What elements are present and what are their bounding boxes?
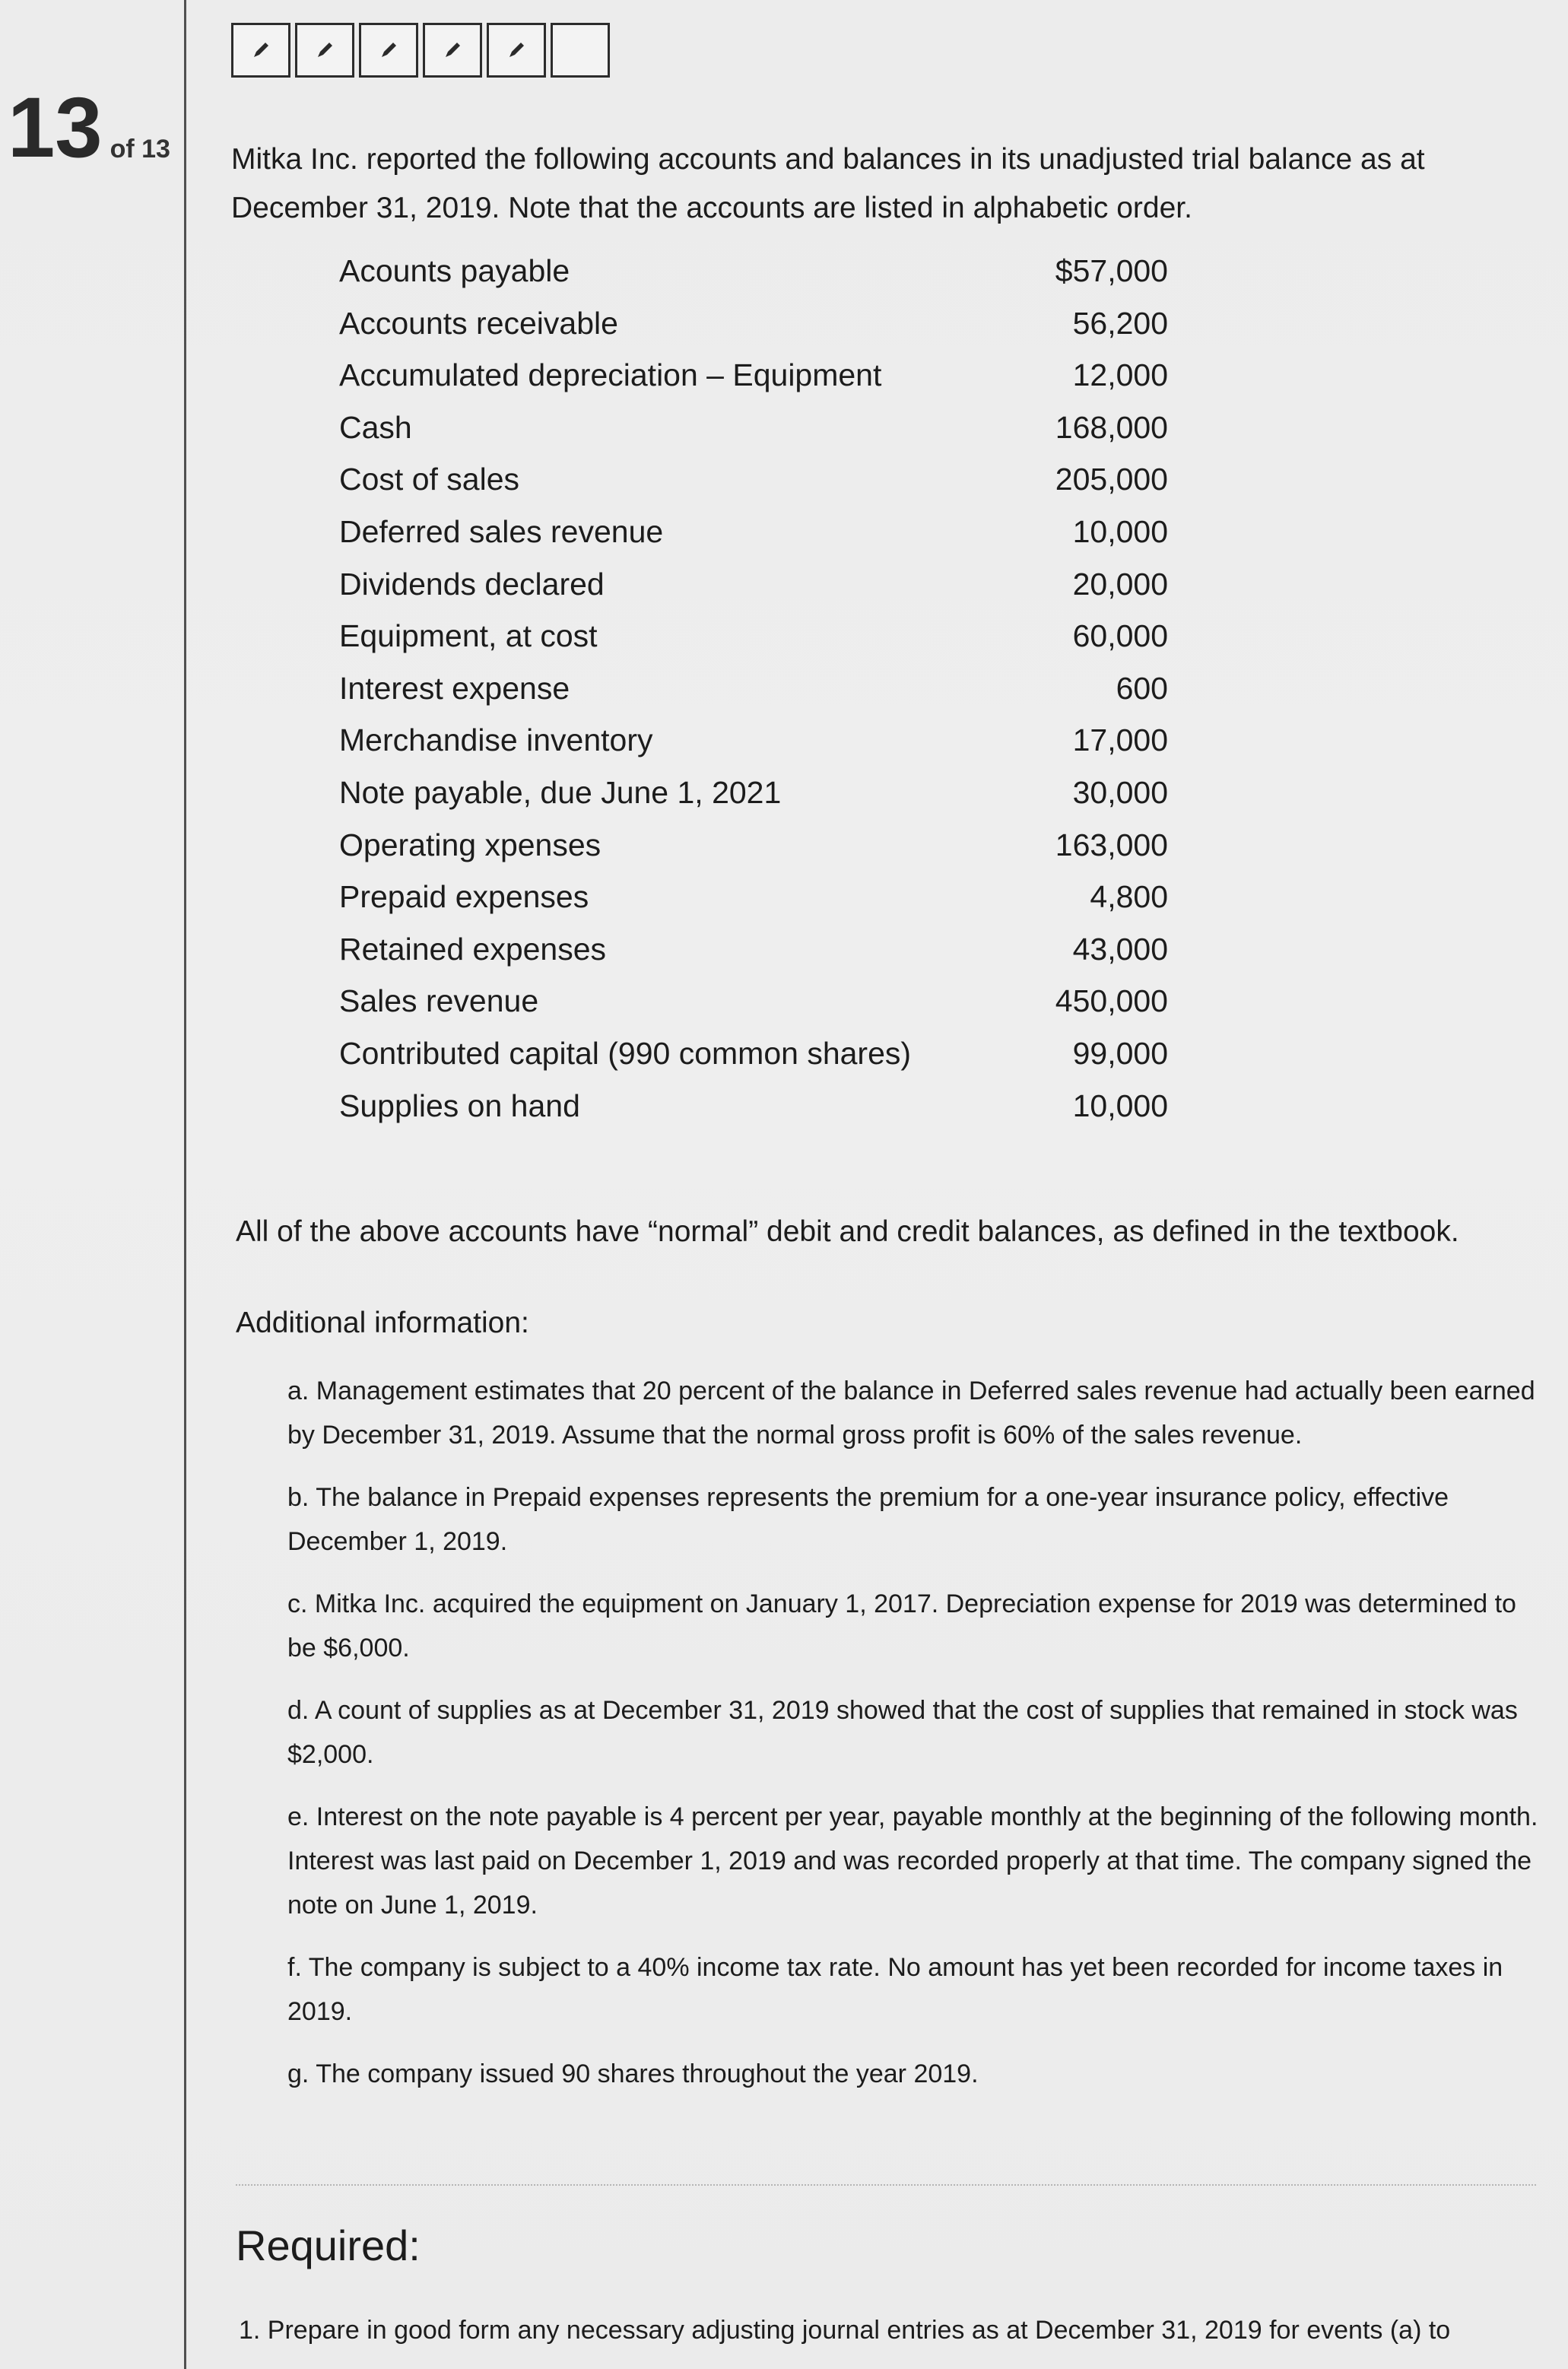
question-number xyxy=(8,80,170,175)
account-amount: 43,000 xyxy=(1072,931,1168,967)
account-name: Operating xpenses xyxy=(339,827,601,862)
account-amount: 600 xyxy=(1116,670,1168,706)
account-amount: 99,000 xyxy=(1072,1035,1168,1071)
account-row xyxy=(339,819,1168,872)
additional-info-item: g. The company issued 90 shares throughout the year 2019. xyxy=(287,2059,979,2088)
account-amount: 450,000 xyxy=(1055,983,1168,1019)
account-amount: 56,200 xyxy=(1072,305,1168,341)
account-row xyxy=(339,767,1168,819)
account-name: Acounts payable xyxy=(339,253,570,288)
account-name: Interest expense xyxy=(339,670,570,706)
required-list xyxy=(239,2308,1547,2352)
pencil-icon xyxy=(313,39,336,62)
account-row xyxy=(339,506,1168,558)
account-row xyxy=(339,662,1168,715)
trial-balance-list xyxy=(339,245,1168,1132)
pencil-icon xyxy=(249,39,272,62)
account-name: Contributed capital (990 common shares) xyxy=(339,1035,912,1071)
account-amount: 20,000 xyxy=(1072,566,1168,602)
progress-box xyxy=(359,23,418,78)
account-amount: 30,000 xyxy=(1072,774,1168,810)
progress-box xyxy=(231,23,290,78)
account-row xyxy=(339,871,1168,923)
account-name: Dividends declared xyxy=(339,566,605,602)
account-amount: 4,800 xyxy=(1090,879,1168,915)
normal-balances-note: All of the above accounts have “normal” debit and credit balances, as defined in the textbook. xyxy=(236,1215,1459,1248)
account-amount: 10,000 xyxy=(1072,513,1168,549)
progress-box xyxy=(295,23,354,78)
account-amount: 205,000 xyxy=(1055,462,1168,497)
account-name: Accumulated depreciation – Equipment xyxy=(339,357,882,393)
account-row xyxy=(339,297,1168,350)
question-number-value: 13 xyxy=(8,80,103,175)
additional-info-item: b. The balance in Prepaid expenses represents the premium for a one-year insurance policy, effective December 1, 2019. xyxy=(287,1483,1449,1556)
account-row xyxy=(339,1027,1168,1080)
account-row xyxy=(339,402,1168,454)
account-amount: 163,000 xyxy=(1055,827,1168,862)
question-intro: Mitka Inc. reported the following accounts and balances in its unadjusted trial balance as at December 31, 2019. Note that the accounts are listed in alphabetic order. xyxy=(231,143,1425,224)
account-row xyxy=(339,558,1168,611)
progress-box xyxy=(423,23,482,78)
additional-info-heading: Additional information: xyxy=(236,1307,529,1339)
progress-boxes xyxy=(231,23,614,78)
account-name: Merchandise inventory xyxy=(339,722,653,758)
account-row xyxy=(339,1080,1168,1132)
progress-box xyxy=(551,23,610,78)
account-name: Cash xyxy=(339,409,412,445)
section-divider xyxy=(236,2184,1536,2186)
account-row xyxy=(339,714,1168,767)
account-name: Retained expenses xyxy=(339,931,607,967)
account-row xyxy=(339,975,1168,1027)
account-name: Note payable, due June 1, 2021 xyxy=(339,774,782,810)
question-total: of 13 xyxy=(110,135,170,164)
additional-info-item: e. Interest on the note payable is 4 percent per year, payable monthly at the beginning of the following month. Interest was last paid on December 1, 2019 and was recorded properly at that time. The company signed the note on June 1, 2019. xyxy=(287,1802,1538,1920)
additional-info-item: d. A count of supplies as at December 31, 2019 showed that the cost of supplies that remained in stock was $2,000. xyxy=(287,1696,1518,1769)
pencil-icon xyxy=(441,39,464,62)
additional-info-item: f. The company is subject to a 40% income tax rate. No amount has yet been recorded for income taxes in 2019. xyxy=(287,1953,1503,2026)
account-name: Prepaid expenses xyxy=(339,879,589,915)
pencil-icon xyxy=(505,39,528,62)
account-amount: 12,000 xyxy=(1072,357,1168,393)
account-row xyxy=(339,349,1168,402)
account-amount: 60,000 xyxy=(1072,618,1168,654)
account-name: Sales revenue xyxy=(339,983,539,1019)
account-name: Equipment, at cost xyxy=(339,618,598,654)
additional-info-list xyxy=(287,1369,1542,2114)
additional-info-item: a. Management estimates that 20 percent of the balance in Deferred sales revenue had actually been earned by December 31, 2019. Assume that the normal gross profit is 60% of the sales revenue. xyxy=(287,1377,1535,1450)
additional-info-item: c. Mitka Inc. acquired the equipment on January 1, 2017. Depreciation expense for 2019 was determined to be $6,000. xyxy=(287,1589,1516,1662)
account-name: Supplies on hand xyxy=(339,1088,580,1123)
account-row xyxy=(339,610,1168,662)
account-amount: 168,000 xyxy=(1055,409,1168,445)
account-amount: $57,000 xyxy=(1055,253,1168,288)
account-name: Deferred sales revenue xyxy=(339,513,664,549)
required-heading: Required: xyxy=(236,2221,421,2269)
pencil-icon xyxy=(377,39,400,62)
account-row xyxy=(339,923,1168,976)
account-row xyxy=(339,453,1168,506)
account-amount: 10,000 xyxy=(1072,1088,1168,1123)
account-row xyxy=(339,245,1168,297)
account-amount: 17,000 xyxy=(1072,722,1168,758)
margin-rule xyxy=(184,0,186,2369)
account-name: Accounts receivable xyxy=(339,305,618,341)
required-item: 1. Prepare in good form any necessary adjusting journal entries as at December 31, 2019 for events (a) to xyxy=(239,2316,1451,2345)
progress-box xyxy=(487,23,546,78)
account-name: Cost of sales xyxy=(339,462,519,497)
